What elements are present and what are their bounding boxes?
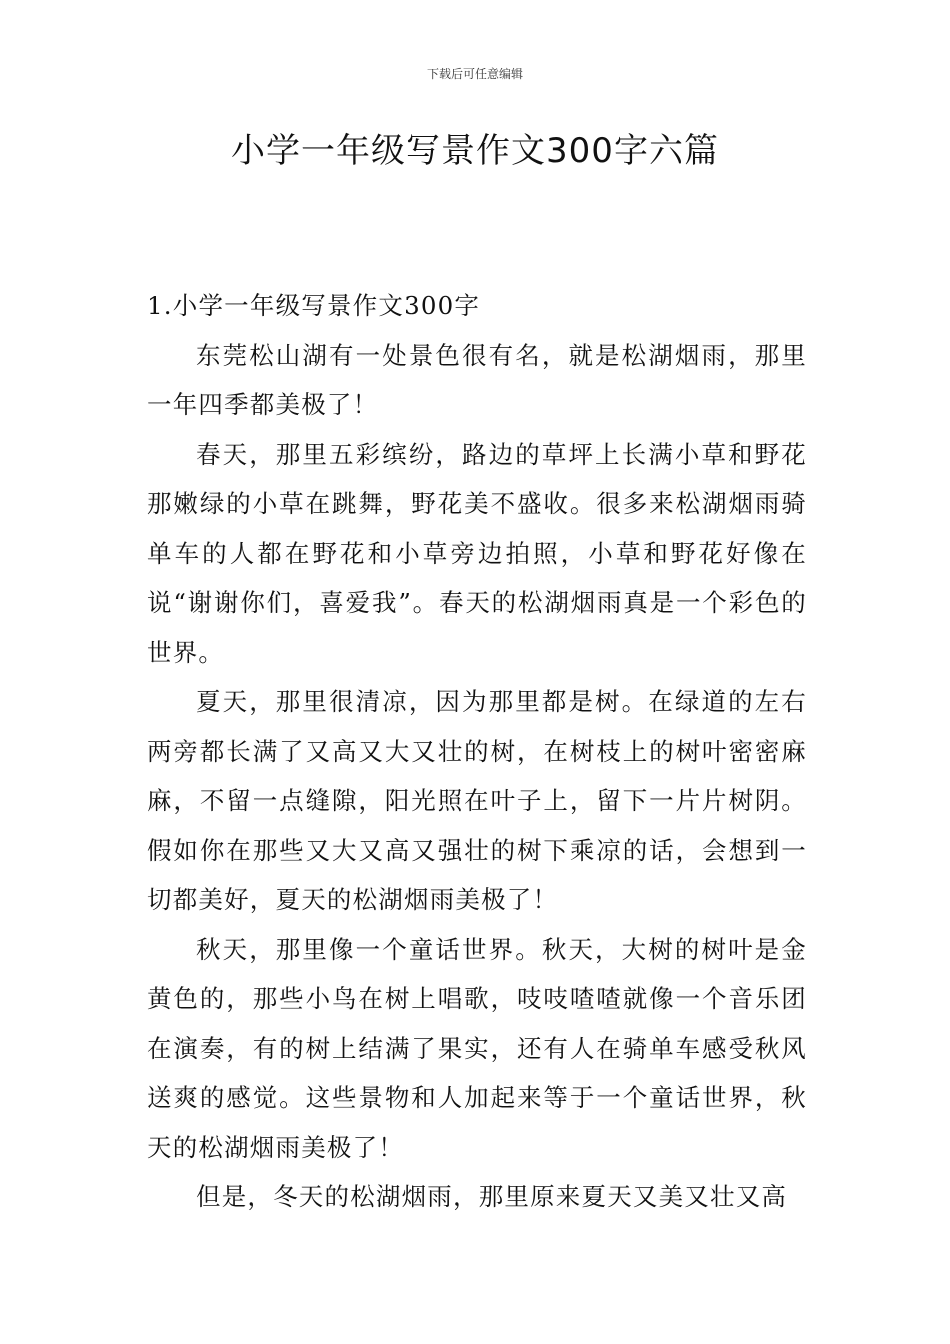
paragraph-autumn: 秋天，那里像一个童话世界。秋天，大树的树叶是金黄色的，那些小鸟在树上唱歌，吱吱喳喳就像一个音乐团在演奏，有的树上结满了果实，还有人在骑单车感受秋风送爽的感觉。这些景物和人加起来等于一个童话世界，秋天的松湖烟雨美极了！ (147, 934, 807, 1162)
paragraph-intro: 东莞松山湖有一处景色很有名，就是松湖烟雨，那里一年四季都美极了！ (147, 340, 807, 419)
header-note: 下载后可任意编辑 (426, 67, 523, 81)
document-title: 小学一年级写景作文300字六篇 (231, 131, 719, 171)
paragraph-summer: 夏天，那里很清凉，因为那里都是树。在绿道的左右两旁都长满了又高又大又壮的树，在树枝上的树叶密密麻麻，不留一点缝隙，阳光照在叶子上，留下一片片树阴。假如你在那些又大又高又强壮的树下乘凉的话，会想到一切都美好，夏天的松湖烟雨美极了！ (147, 687, 807, 914)
section-heading: 1.小学一年级写景作文300字 (147, 291, 481, 320)
paragraph-winter: 但是，冬天的松湖烟雨，那里原来夏天又美又壮又高 (196, 1182, 788, 1211)
document-body (147, 281, 807, 1222)
paragraph-spring: 春天，那里五彩缤纷，路边的草坪上长满小草和野花那嫩绿的小草在跳舞，野花美不盛收。很多来松湖烟雨骑单车的人都在野花和小草旁边拍照，小草和野花好像在说“谢谢你们，喜爱我”。春天的松湖烟雨真是一个彩色的世界。 (147, 439, 807, 667)
